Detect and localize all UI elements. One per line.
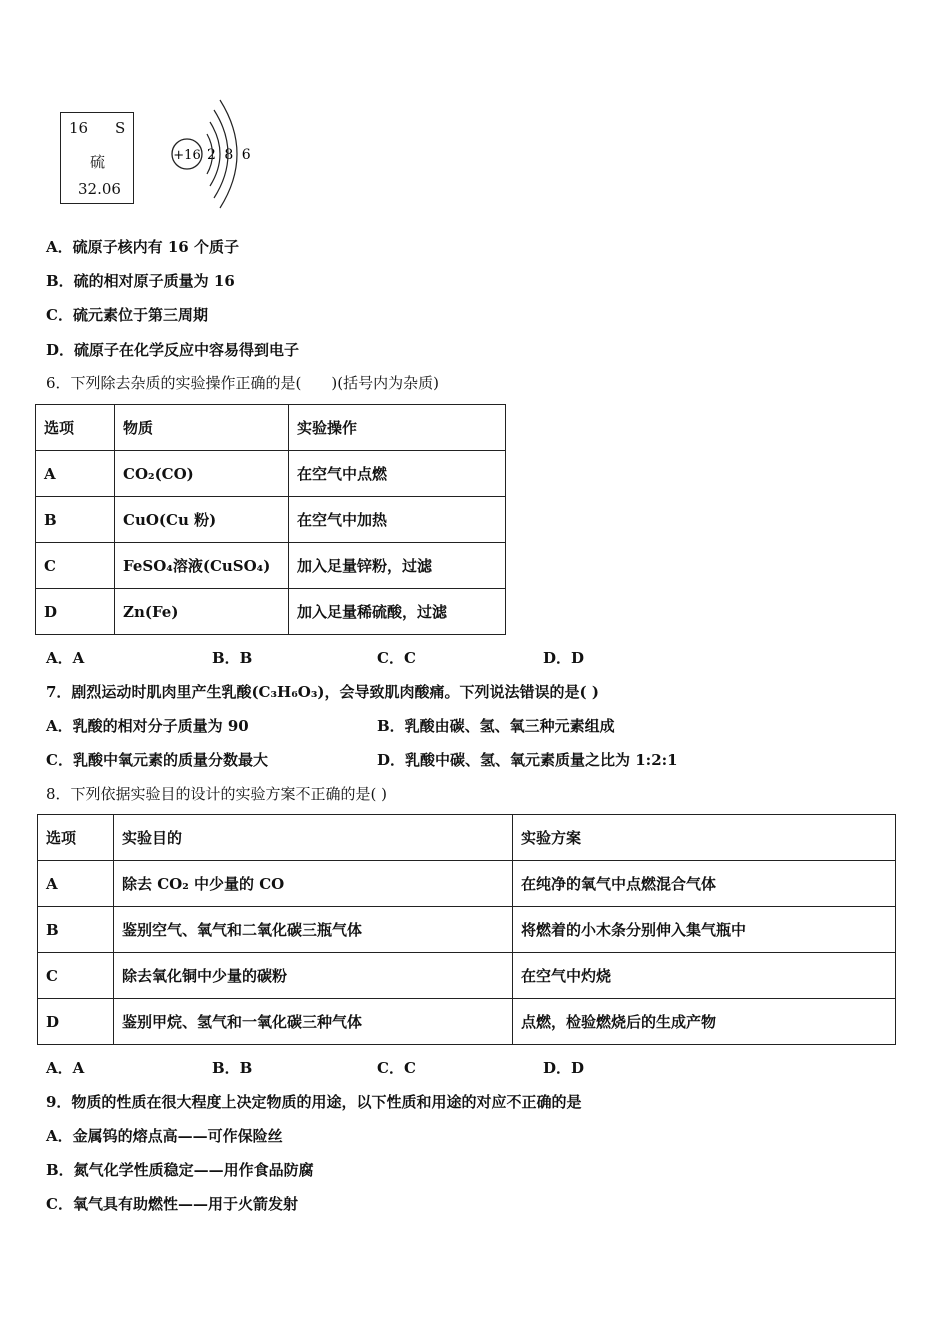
table-cell: 在纯净的氧气中点燃混合气体 bbox=[513, 861, 896, 907]
table-cell: 除去 CO₂ 中少量的 CO bbox=[114, 861, 513, 907]
table-cell: C bbox=[38, 953, 114, 999]
q8-answer-c: C．C bbox=[377, 1059, 416, 1077]
q9-option-b: B．氮气化学性质稳定——用作食品防腐 bbox=[46, 1161, 314, 1179]
table-row bbox=[36, 451, 506, 497]
table-cell: 在空气中点燃 bbox=[289, 451, 506, 497]
table-cell: CO₂(CO) bbox=[115, 451, 289, 497]
q5-option-a: A．硫原子核内有 16 个质子 bbox=[46, 238, 239, 256]
table-cell: A bbox=[36, 451, 115, 497]
table-cell: 加入足量稀硫酸，过滤 bbox=[289, 589, 506, 635]
table-row bbox=[36, 543, 506, 589]
q8-question: 8．下列依据实验目的设计的实验方案不正确的是( ) bbox=[46, 785, 388, 803]
q5-option-d: D．硫原子在化学反应中容易得到电子 bbox=[46, 341, 300, 359]
table-cell: Zn(Fe) bbox=[115, 589, 289, 635]
q9-option-c: C．氧气具有助燃性——用于火箭发射 bbox=[46, 1195, 298, 1213]
q7-option-a: A．乳酸的相对分子质量为 90 bbox=[46, 717, 249, 735]
table-header-cell: 实验方案 bbox=[513, 815, 896, 861]
q6-answer-c: C．C bbox=[377, 649, 416, 667]
table-row bbox=[38, 999, 896, 1045]
table-row bbox=[36, 497, 506, 543]
atomic-number: 16 bbox=[69, 119, 89, 137]
table-cell: 鉴别甲烷、氢气和一氧化碳三种气体 bbox=[114, 999, 513, 1045]
q7-option-d: D．乳酸中碳、氢、氧元素质量之比为 1:2:1 bbox=[377, 751, 678, 769]
table-header-cell: 物质 bbox=[115, 405, 289, 451]
q9-option-a: A．金属钨的熔点高——可作保险丝 bbox=[46, 1127, 283, 1145]
q5-option-c: C．硫元素位于第三周期 bbox=[46, 306, 208, 324]
table-cell: D bbox=[38, 999, 114, 1045]
table-cell: 除去氧化铜中少量的碳粉 bbox=[114, 953, 513, 999]
table-cell: A bbox=[38, 861, 114, 907]
nucleus-charge: +16 bbox=[173, 148, 201, 163]
q6-answer-a: A．A bbox=[46, 649, 85, 667]
table-header-row bbox=[36, 405, 506, 451]
table-header-row bbox=[38, 815, 896, 861]
table-cell: B bbox=[38, 907, 114, 953]
element-name: 硫 bbox=[90, 153, 106, 171]
table-header-cell: 选项 bbox=[36, 405, 115, 451]
element-symbol: S bbox=[115, 119, 126, 137]
q7-option-c: C．乳酸中氧元素的质量分数最大 bbox=[46, 751, 268, 769]
table-row bbox=[38, 907, 896, 953]
table-header-cell: 实验目的 bbox=[114, 815, 513, 861]
table-row bbox=[36, 589, 506, 635]
table-cell: CuO(Cu 粉) bbox=[115, 497, 289, 543]
q8-table bbox=[37, 814, 896, 1045]
q5-option-b: B．硫的相对原子质量为 16 bbox=[46, 272, 235, 290]
q8-answer-a: A．A bbox=[46, 1059, 85, 1077]
table-cell: 点燃，检验燃烧后的生成产物 bbox=[513, 999, 896, 1045]
q7-question: 7．剧烈运动时肌肉里产生乳酸(C₃H₆O₃)，会导致肌肉酸痛。下列说法错误的是( ) bbox=[46, 683, 599, 701]
table-cell: FeSO₄溶液(CuSO₄) bbox=[115, 543, 289, 589]
table-row bbox=[38, 861, 896, 907]
table-cell: 在空气中灼烧 bbox=[513, 953, 896, 999]
q6-answer-d: D．D bbox=[543, 649, 585, 667]
q9-question: 9．物质的性质在很大程度上决定物质的用途，以下性质和用途的对应不正确的是 bbox=[46, 1093, 582, 1111]
table-cell: 加入足量锌粉，过滤 bbox=[289, 543, 506, 589]
q6-table bbox=[35, 404, 506, 635]
atom-structure-diagram bbox=[168, 98, 258, 210]
q7-option-b: B．乳酸由碳、氢、氧三种元素组成 bbox=[377, 717, 615, 735]
table-cell: 鉴别空气、氧气和二氧化碳三瓶气体 bbox=[114, 907, 513, 953]
table-header-cell: 选项 bbox=[38, 815, 114, 861]
table-cell: D bbox=[36, 589, 115, 635]
table-row bbox=[38, 953, 896, 999]
table-cell: 在空气中加热 bbox=[289, 497, 506, 543]
table-cell: B bbox=[36, 497, 115, 543]
table-cell: 将燃着的小木条分别伸入集气瓶中 bbox=[513, 907, 896, 953]
table-header-cell: 实验操作 bbox=[289, 405, 506, 451]
element-card bbox=[60, 112, 134, 204]
q8-answer-b: B．B bbox=[212, 1059, 253, 1077]
atomic-mass: 32.06 bbox=[78, 180, 121, 198]
electron-shells: 2 8 6 bbox=[207, 147, 253, 163]
table-cell: C bbox=[36, 543, 115, 589]
q6-answer-b: B．B bbox=[212, 649, 253, 667]
q6-question: 6．下列除去杂质的实验操作正确的是( )(括号内为杂质) bbox=[46, 374, 439, 392]
q8-answer-d: D．D bbox=[543, 1059, 585, 1077]
